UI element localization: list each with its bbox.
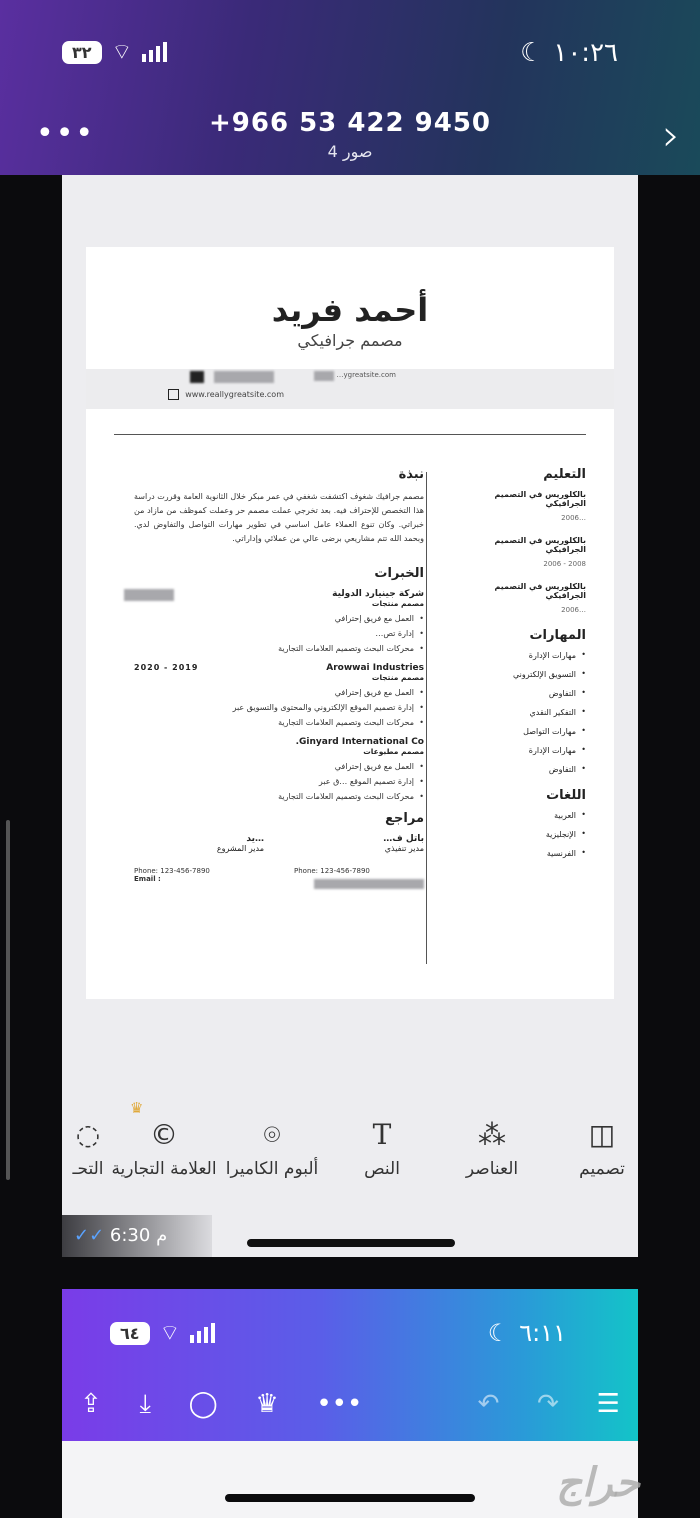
list-item: • العمل مع فريق إحترافي	[134, 762, 424, 771]
editor-canvas	[62, 175, 638, 1257]
status-time: ١٠:٢٦	[553, 38, 618, 68]
job-item	[134, 737, 424, 801]
scrollbar[interactable]	[6, 820, 10, 1180]
status-left	[110, 1319, 215, 1347]
job-role: مصمم منتجات	[371, 673, 424, 682]
message-time-text: 6:30 م	[109, 1225, 168, 1246]
list-item: • العمل مع فريق إحترافي	[134, 688, 424, 697]
education-degree: بالكلوريس في التصميم الجرافيكي	[494, 490, 586, 508]
tool-uploads[interactable]	[58, 1115, 118, 1179]
education-title: التعليم	[543, 467, 586, 482]
menu-icon[interactable]: ☰	[596, 1389, 620, 1419]
divider	[114, 434, 586, 435]
resume-role: مصمم جرافيكي	[297, 331, 403, 350]
languages-title: اللغات	[546, 788, 586, 803]
job-years: 2020 - 2019	[134, 663, 199, 672]
moon-icon: ☾	[520, 38, 544, 68]
reference-phone: Phone: 123-456-7890	[294, 867, 370, 875]
list-item: • محركات البحث وتصميم العلامات التجارية	[134, 644, 424, 653]
references	[134, 834, 424, 889]
list-item: • التفكير النقدي	[456, 708, 586, 717]
resume-header	[86, 247, 614, 362]
column-divider	[426, 472, 427, 964]
reference-name: باتل ف…	[383, 834, 424, 844]
website-line	[168, 389, 284, 400]
languages-list	[456, 811, 586, 858]
reference-role: مدير المشروع	[216, 844, 264, 853]
job-duties	[134, 614, 424, 653]
resume-left-column	[134, 467, 424, 889]
list-item: • إدارة تص…	[134, 629, 424, 638]
redacted-block	[314, 371, 334, 381]
skills-title: المهارات	[529, 628, 586, 643]
list-item: • العمل مع فريق إحترافي	[134, 614, 424, 623]
brand-icon: ©	[150, 1118, 178, 1151]
more-icon[interactable]: •••	[316, 1389, 363, 1419]
education-degree: بالكلوريس في التصميم الجرافيكي	[494, 582, 586, 600]
home-indicator	[247, 1239, 455, 1247]
second-screenshot	[62, 1289, 638, 1441]
download-icon[interactable]: ⤓	[139, 1389, 151, 1419]
watermark: حراج	[556, 1460, 640, 1506]
photo-count: 4 صور	[327, 142, 373, 161]
share-icon[interactable]: ⇪	[80, 1389, 102, 1419]
education-item	[456, 582, 586, 614]
list-item: • الإنجليزية	[456, 830, 586, 839]
list-item: • التسويق الإلكتروني	[456, 670, 586, 679]
job-item	[134, 663, 424, 727]
battery-badge: ٣٢	[62, 41, 102, 64]
tool-design[interactable]	[542, 1115, 662, 1179]
read-ticks-icon: ✓✓	[74, 1225, 105, 1246]
wifi-icon: ⌔	[159, 1321, 181, 1346]
undo-icon[interactable]: ↶	[477, 1389, 500, 1419]
upload-icon: ◌	[75, 1118, 101, 1151]
chevron-right-icon[interactable]: ›	[662, 110, 680, 161]
status-right	[488, 1319, 566, 1347]
job-company: شركة جينيارد الدولية	[332, 589, 424, 599]
about-text: مصمم جرافيك شغوف اكتشفت شغفي في عمر مبكر خلال الثانوية العامة وقررت دراسة هذا التخصص للإحتراف فيه. بعد تخرجي عملت مصمم حر وعملت كموظف من مازاد من خبراتي. وكان تنوع العملاء عامل اساسي في تطوير مهارات التواصل والتفاوض لدي. وبحمد الله تتم مشاريعي برضى عالي من عملائي وإداراتي.	[134, 492, 424, 543]
list-item: • مهارات الإدارة	[456, 651, 586, 660]
education-meta: …2006	[561, 606, 586, 614]
page-title: +966 53 422 9450	[208, 108, 492, 138]
job-role: مصمم منتجات	[371, 599, 424, 608]
skills-list	[456, 651, 586, 774]
resume-name: أحمد فريد	[271, 291, 429, 329]
tool-label: ألبوم الكاميرا	[225, 1159, 319, 1179]
about-title: نبذة	[398, 467, 424, 482]
website-top: …ygreatsite.com	[336, 371, 396, 379]
redacted-block	[314, 879, 424, 889]
signal-icon	[142, 42, 167, 62]
viewer-header	[0, 0, 700, 175]
list-item: • الفرنسية	[456, 849, 586, 858]
editor-toolbar	[62, 1099, 638, 1205]
reference-email-label: Email :	[134, 875, 161, 883]
reference-phone: Phone: 123-456-7890	[134, 867, 210, 875]
second-canvas	[62, 1441, 638, 1518]
reference-role: مدير تنفيذي	[384, 844, 424, 853]
signal-icon	[190, 1323, 215, 1343]
resume-page[interactable]	[86, 247, 614, 999]
tool-label: تصميم	[579, 1159, 625, 1179]
tool-label: التحـ	[72, 1159, 104, 1179]
status-time: ٦:١١	[519, 1319, 566, 1347]
education-meta: 2008 - 2006	[543, 560, 586, 568]
more-options-icon[interactable]: •••	[36, 116, 96, 151]
canva-top-bar	[80, 1389, 620, 1420]
globe-icon	[168, 389, 179, 400]
education-meta: …2006	[561, 514, 586, 522]
tool-text[interactable]	[322, 1115, 442, 1179]
references-title: مراجع	[385, 811, 424, 826]
spacer	[400, 1389, 440, 1420]
experience-title: الخبرات	[374, 566, 424, 581]
list-item: • التفاوض	[456, 689, 586, 698]
contact-icon	[190, 371, 204, 383]
job-item	[134, 589, 424, 653]
layout-icon: ◫	[588, 1118, 616, 1151]
text-icon: T	[372, 1118, 392, 1151]
list-item: • إدارة تصميم الموقع الإلكتروني والمحتوى والتسويق عبر	[134, 703, 424, 712]
reference-card	[294, 834, 424, 889]
list-item: • محركات البحث وتصميم العلامات التجارية	[134, 718, 424, 727]
job-role: مصمم مطبوعات	[363, 747, 424, 756]
message-time	[62, 1215, 212, 1257]
elements-icon: ⁂	[478, 1118, 506, 1151]
battery-badge: ٦٤	[110, 1322, 150, 1345]
tool-elements[interactable]	[432, 1115, 552, 1179]
reference-card	[134, 834, 264, 889]
resume-right-column	[456, 467, 586, 868]
education-degree: بالكلوريس في التصميم الجرافيكي	[494, 536, 586, 554]
crown-icon: ♛	[130, 1099, 144, 1117]
redacted-block	[124, 589, 174, 601]
job-duties	[134, 688, 424, 727]
home-indicator	[225, 1494, 475, 1502]
job-company: Ginyard International Co.	[295, 737, 424, 747]
reference-name: …يد	[246, 834, 264, 844]
wifi-icon: ⌔	[111, 40, 133, 65]
crown-icon[interactable]: ♛	[255, 1389, 279, 1419]
list-item: • إدارة تصميم الموقع …ق عبر	[134, 777, 424, 786]
redo-icon[interactable]: ↷	[537, 1389, 559, 1419]
camera-icon: ⌾	[263, 1118, 281, 1151]
tool-camera-roll[interactable]	[212, 1115, 332, 1179]
comment-icon[interactable]: ◯	[188, 1389, 218, 1419]
list-item: • العربية	[456, 811, 586, 820]
list-item: • مهارات التواصل	[456, 727, 586, 736]
moon-icon: ☾	[487, 1319, 510, 1347]
tool-label: النص	[364, 1159, 400, 1179]
tool-label: العناصر	[465, 1159, 519, 1179]
tool-label: العلامة التجارية	[111, 1159, 217, 1179]
website-text: www.reallygreatsite.com	[185, 390, 284, 399]
status-left	[62, 38, 167, 66]
job-duties	[134, 762, 424, 801]
tool-brand[interactable]	[104, 1099, 224, 1179]
job-company: Arowwai Industries	[326, 663, 424, 673]
list-item: • محركات البحث وتصميم العلامات التجارية	[134, 792, 424, 801]
education-item	[456, 536, 586, 568]
list-item: • التفاوض	[456, 765, 586, 774]
education-item	[456, 490, 586, 522]
list-item: • مهارات الإدارة	[456, 746, 586, 755]
status-right	[520, 38, 618, 68]
redacted-block	[214, 371, 274, 383]
